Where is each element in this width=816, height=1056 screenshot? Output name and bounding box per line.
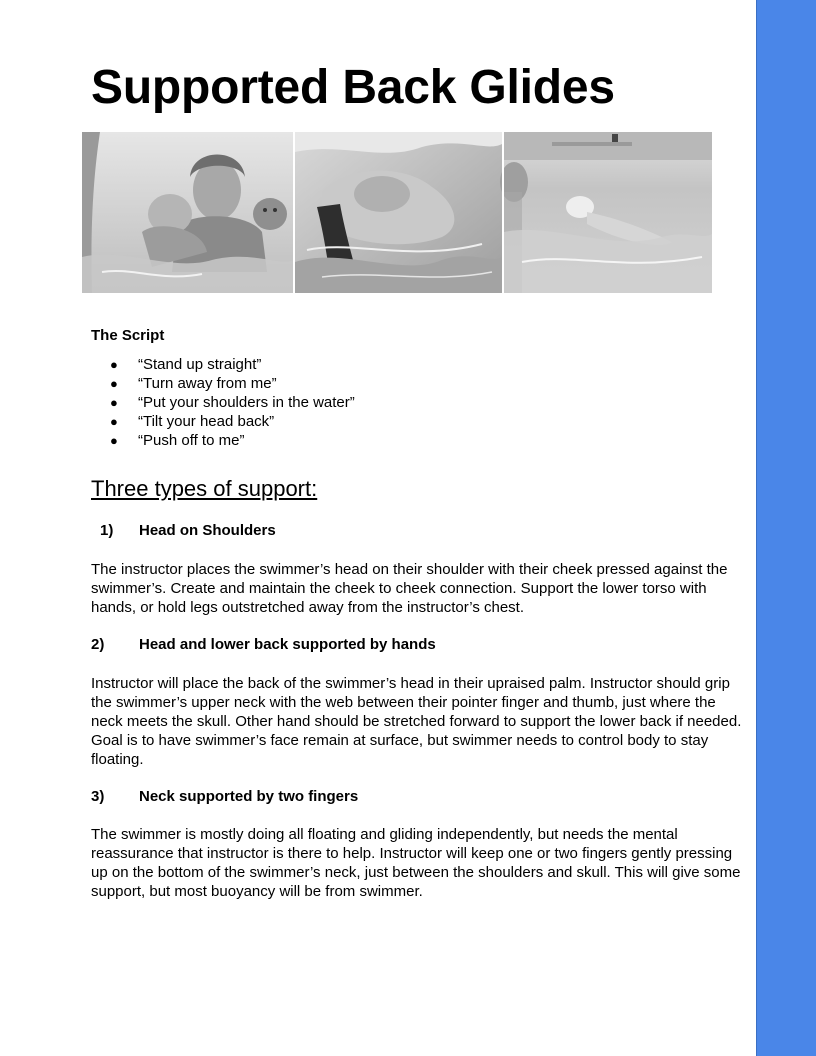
support-type-description: The swimmer is mostly doing all floating and gliding independently, but needs the mental reassurance that instructor is there to help. Instructor will keep one or two fingers gently pressing up on the bottom of the swimmer’s neck, just between the shoulders and skull. This will give some support, but most buoyancy will be from swimmer. [91,826,741,900]
list-item: ● “Put your shoulders in the water” [110,394,355,411]
list-item: ● “Push off to me” [110,432,245,449]
instructor-holding-child-photo [82,132,293,293]
support-type-heading: 1) Head on Shoulders [100,522,276,539]
bullet-icon: ● [110,376,118,391]
support-type-heading: 3) Neck supported by two fingers [91,788,359,805]
support-types-heading: Three types of support: [91,476,318,501]
swimmer-face-up-photo [295,132,502,293]
script-list [91,355,731,450]
bullet-icon: ● [110,414,118,429]
bullet-icon: ● [110,395,118,410]
photo-strip [82,132,712,293]
swimmer-floating-in-pool-photo [500,132,712,293]
list-item: ● “Tilt your head back” [110,413,275,430]
page-title: Supported Back Glides [91,61,615,114]
bullet-icon: ● [110,357,118,372]
list-item: ● “Turn away from me” [110,375,277,392]
side-accent-bar [756,0,816,1056]
support-type-description: Instructor will place the back of the swimmer’s head in their upraised palm. Instructor should grip the swimmer’s upper neck with the web between their pointer finger and thumb, just where the neck meets the skull. Other hand should be stretched forward to support the lower back if needed. Goal is to have swimmer’s face remain at surface, but swimmer needs to control body to stay floating. [91,675,742,768]
list-item: ● “Stand up straight” [110,356,262,373]
script-heading: The Script [91,327,165,344]
bullet-icon: ● [110,433,118,448]
support-type-heading: 2) Head and lower back supported by hands [91,636,436,653]
support-type-description: The instructor places the swimmer’s head on their shoulder with their cheek pressed against the swimmer’s. Create and maintain the cheek to cheek connection. Support the lower torso with hands, or hold legs outstretched away from the instructor’s chest. [91,561,728,616]
